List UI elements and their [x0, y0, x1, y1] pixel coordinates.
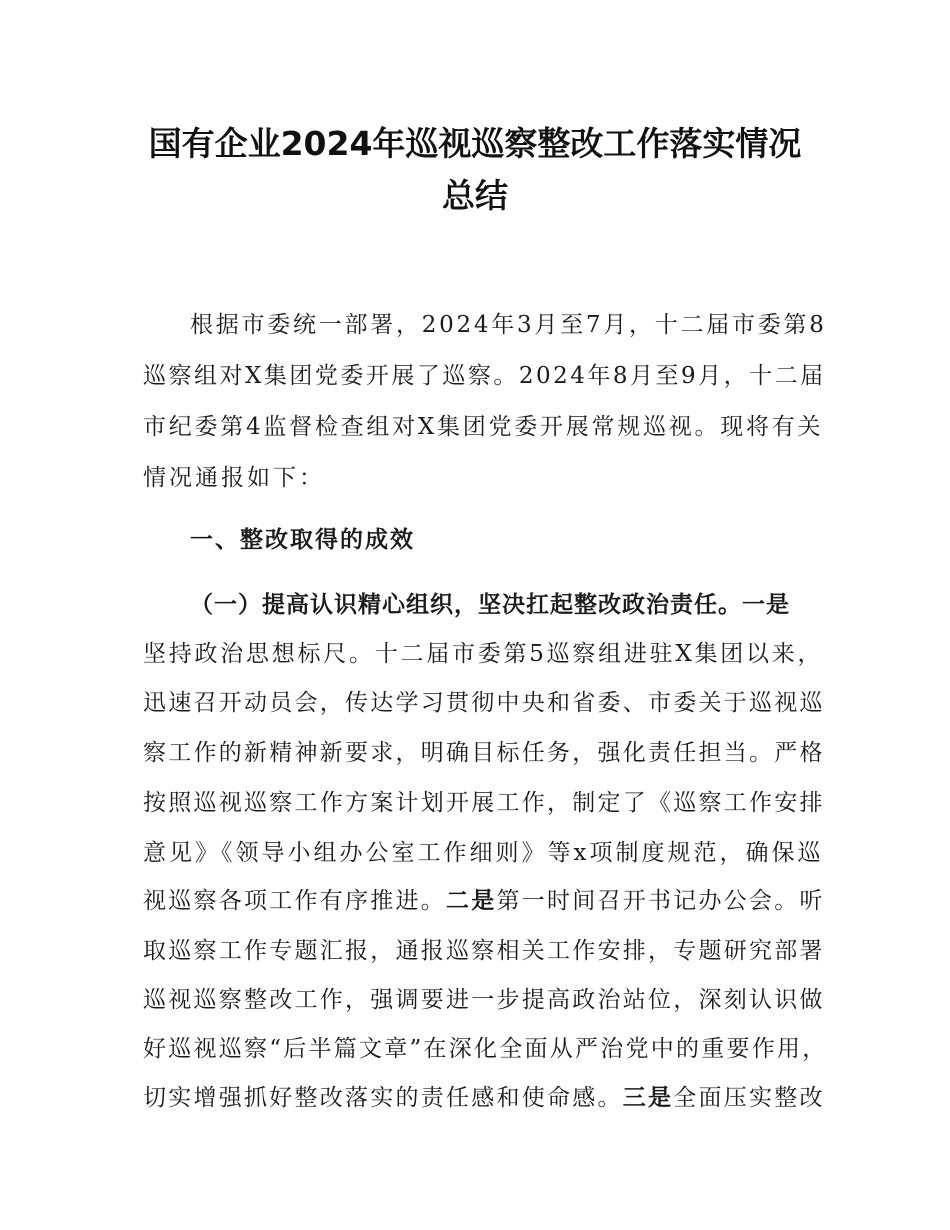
- body-line-10: [143, 1083, 825, 1113]
- body-line-4: 按照巡视巡察工作方案计划开展工作，制定了《巡察工作安排: [143, 790, 825, 816]
- marker-two: 二是: [446, 888, 497, 914]
- subsection-heading-line: [190, 590, 790, 620]
- body-line-1: 坚持政治思想标尺。十二届市委第5巡察组进驻X集团以来，: [143, 641, 824, 667]
- marker-three: 三是: [622, 1085, 674, 1111]
- document-title-line-2: 总结: [442, 176, 508, 215]
- body-line-10-pre: 切实增强抓好整改落实的责任感和使命感。: [143, 1085, 623, 1111]
- body-line-7: 取巡察工作专题汇报，通报巡察相关工作安排，专题研究部署: [143, 938, 825, 964]
- body-line-5: 意见》《领导小组办公室工作细则》等x项制度规范，确保巡: [143, 840, 824, 866]
- intro-line-4: 情况通报如下：: [143, 465, 325, 491]
- intro-line-1: 根据市委统一部署，2024年3月至7月，十二届市委第8: [190, 312, 827, 338]
- body-line-6: [143, 886, 825, 916]
- subsection-heading-1: （一）提高认识精心组织，坚决扛起整改政治责任。: [190, 592, 742, 618]
- body-line-9: 好巡视巡察“后半篇文章”在深化全面从严治党中的重要作用，: [143, 1036, 828, 1062]
- body-line-8: 巡视巡察整改工作，强调要进一步提高政治站位，深刻认识做: [143, 987, 825, 1013]
- section-heading-1: 一、整改取得的成效: [190, 527, 415, 553]
- intro-line-3: 市纪委第4监督检查组对X集团党委开展常规巡视。现将有关: [143, 414, 824, 440]
- body-line-6-pre: 视巡察各项工作有序推进。: [143, 888, 446, 914]
- document-title-line-1: 国有企业2024年巡视巡察整改工作落实情况: [148, 124, 802, 163]
- intro-line-2: 巡察组对X集团党委开展了巡察。2024年8月至9月，十二届: [143, 363, 826, 389]
- body-line-6-post: 第一时间召开书记办公会。听: [496, 888, 825, 914]
- body-line-3: 察工作的新精神新要求，明确目标任务，强化责任担当。严格: [143, 740, 825, 766]
- body-line-10-post: 全面压实整改: [673, 1085, 825, 1111]
- body-line-2: 迅速召开动员会，传达学习贯彻中央和省委、市委关于巡视巡: [143, 690, 825, 716]
- marker-one: 一是: [742, 592, 790, 618]
